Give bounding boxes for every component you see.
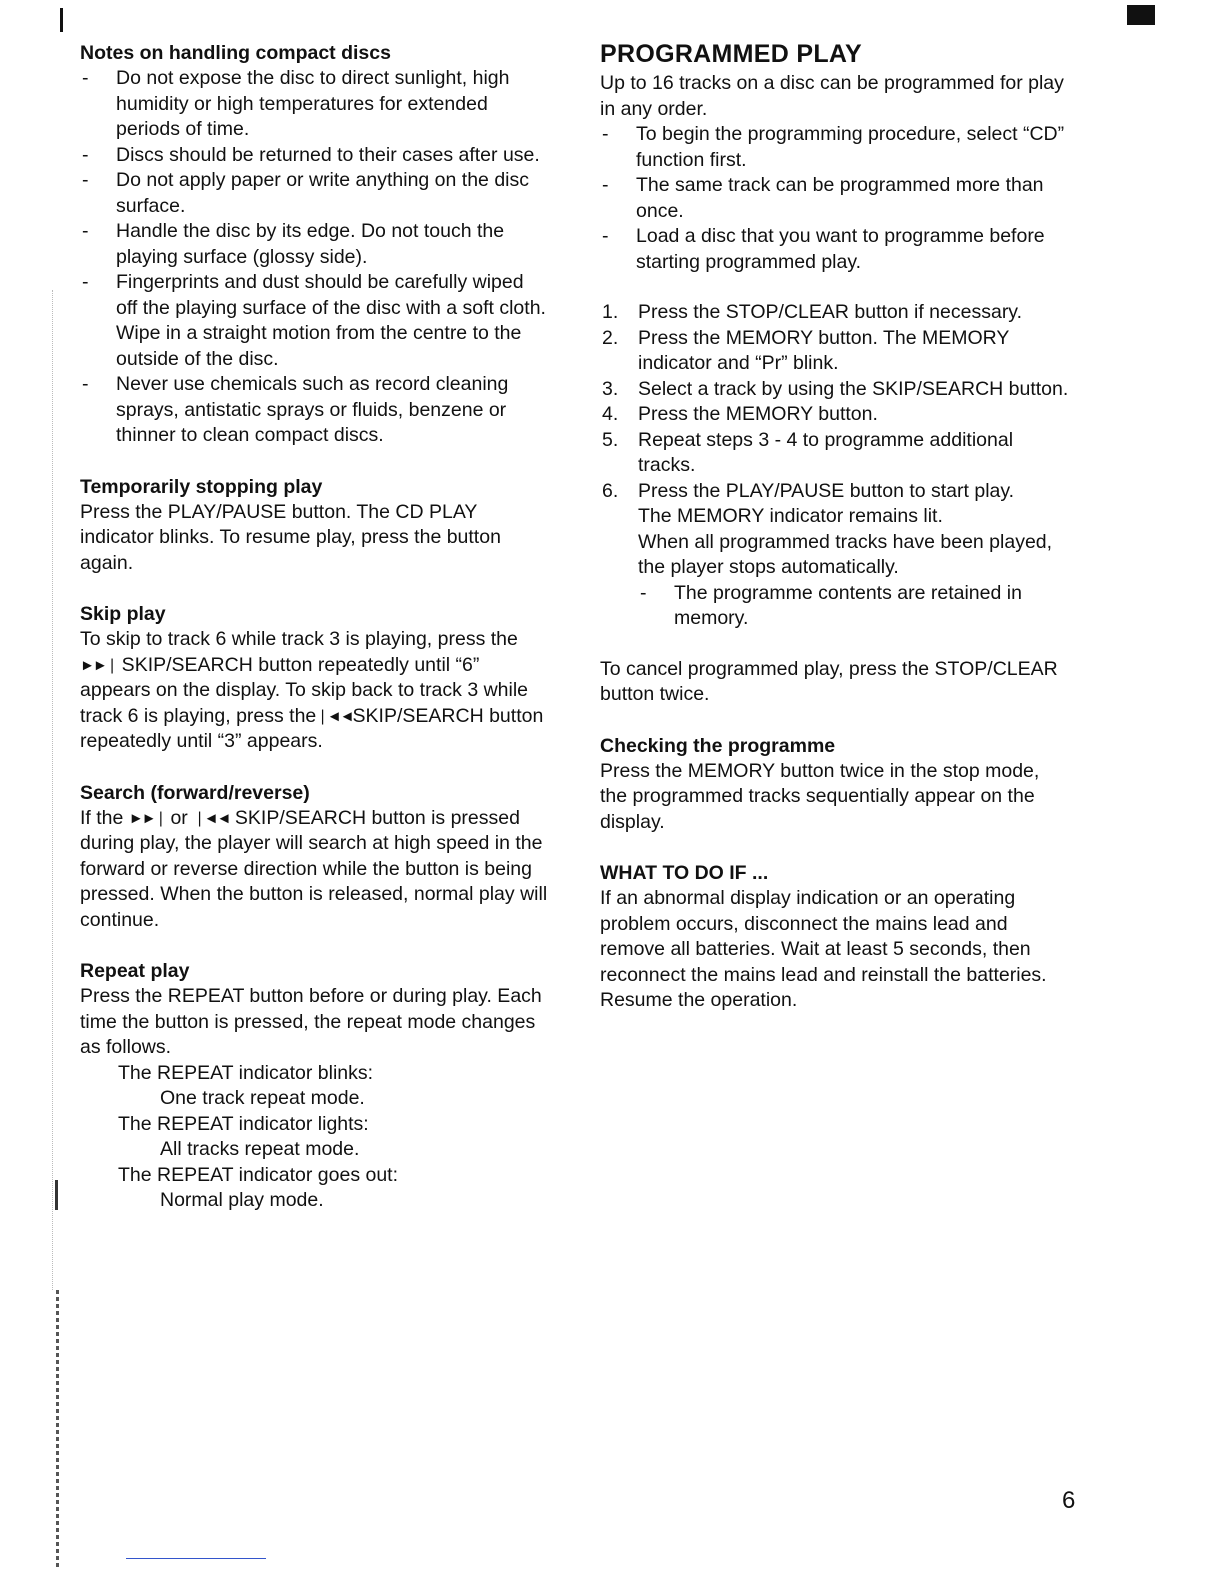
step-number: 6. <box>602 479 619 502</box>
dash-marker: - <box>602 123 609 145</box>
step-text: Press the PLAY/PAUSE button to start play. <box>638 479 1015 502</box>
list-item-text: Fingerprints and dust should be carefully wiped off the playing surface of the disc with a soft cloth. <box>116 271 546 319</box>
list-item-text: To begin the programming procedure, select “CD” function first. <box>636 123 1065 171</box>
spacer <box>80 755 550 780</box>
step-item <box>600 479 1070 632</box>
search-text-part: If the <box>80 806 129 829</box>
search-text <box>80 806 550 934</box>
list-item <box>80 143 550 169</box>
list-item <box>80 372 550 449</box>
programmed-heading: PROGRAMMED PLAY <box>600 40 862 68</box>
dash-marker: - <box>602 174 609 196</box>
repeat-section <box>80 958 550 1214</box>
programmed-intro: Up to 16 tracks on a disc can be programmed for play in any order. <box>600 72 1064 120</box>
list-item-text: The programme contents are retained in memory. <box>674 581 1022 629</box>
step-item <box>600 428 1070 479</box>
repeat-indicator: The REPEAT indicator goes out: <box>118 1163 399 1186</box>
list-item-text: Do not expose the disc to direct sunlight, high humidity or high temperatures for extended periods of time. <box>116 67 510 140</box>
dash-marker: - <box>82 143 89 166</box>
whatif-section <box>600 860 1070 1014</box>
spacer <box>600 708 1070 733</box>
step-item <box>600 326 1070 377</box>
checking-heading: Checking the programme <box>600 734 836 757</box>
dash-marker: - <box>82 169 89 191</box>
list-item <box>600 122 1070 173</box>
skip-forward-icon: ►►❘ <box>80 656 117 674</box>
temp-stop-heading: Temporarily stopping play <box>80 475 323 498</box>
step-text: Press the MEMORY button. The MEMORY indicator and “Pr” blink. <box>638 326 1010 374</box>
skip-text-part: SKIP/SEARCH button repeatedly until “6” appears on the display. To skip back to track 3 while track 6 is playing, press the <box>80 653 529 727</box>
dash-marker: - <box>82 67 89 89</box>
skip-text-part: SKIP/SEARCH button repeatedly until “3” appears. <box>80 704 544 752</box>
repeat-mode: All tracks repeat mode. <box>160 1138 360 1160</box>
list-item <box>80 66 550 143</box>
dash-marker: - <box>602 225 609 247</box>
registration-square <box>1127 5 1155 25</box>
margin-scan-dots <box>52 290 54 1290</box>
skip-section <box>80 601 550 755</box>
spacer <box>80 449 550 474</box>
dash-marker: - <box>82 373 89 395</box>
programmed-notes <box>600 122 1070 275</box>
search-section <box>80 780 550 934</box>
temp-stop-text: Press the PLAY/PAUSE button. The CD PLAY indicator blinks. To resume play, press the button again. <box>80 500 501 574</box>
list-item <box>600 173 1070 224</box>
notes-section <box>80 40 550 449</box>
step-number: 3. <box>602 377 619 400</box>
skip-back-icon: ❘◄◄ <box>193 809 230 827</box>
page-number: 6 <box>1062 1487 1076 1514</box>
step-text: Select a track by using the SKIP/SEARCH button. <box>638 377 1069 400</box>
list-item-text: Discs should be returned to their cases after use. <box>116 143 540 166</box>
repeat-heading: Repeat play <box>80 960 190 982</box>
programmed-section <box>600 40 1070 708</box>
step-text: Press the STOP/CLEAR button if necessary. <box>638 301 1023 323</box>
checking-section <box>600 733 1070 836</box>
list-item <box>80 219 550 270</box>
whatif-heading: WHAT TO DO IF ... <box>600 862 769 884</box>
step-text: Press the MEMORY button. <box>638 403 878 425</box>
dash-marker: - <box>640 581 647 604</box>
step-number: 1. <box>602 301 619 323</box>
step-extra: The MEMORY indicator remains lit. <box>638 505 943 527</box>
margin-scan-strip <box>56 1290 59 1570</box>
temp-stop-section <box>80 474 550 577</box>
skip-heading: Skip play <box>80 603 166 625</box>
cancel-text: To cancel programmed play, press the STOP/CLEAR button twice. <box>600 657 1058 705</box>
dash-marker: - <box>82 220 89 242</box>
step-sub-list <box>638 581 1070 632</box>
step-number: 2. <box>602 326 619 349</box>
registration-bar <box>60 8 63 32</box>
repeat-indicator: The REPEAT indicator blinks: <box>118 1061 374 1084</box>
list-item <box>600 224 1070 275</box>
list-item-text: Handle the disc by its edge. Do not touch the playing surface (glossy side). <box>116 220 505 268</box>
skip-forward-icon: ►►❘ <box>128 809 166 827</box>
repeat-indicator: The REPEAT indicator lights: <box>118 1112 369 1135</box>
checking-text: Press the MEMORY button twice in the stop mode, the programmed tracks sequentially appear on the display. <box>600 759 1040 833</box>
list-item-text: Do not apply paper or write anything on the disc surface. <box>116 169 529 217</box>
list-item <box>80 270 550 372</box>
right-column <box>600 40 1070 1014</box>
repeat-text: Press the REPEAT button before or during play. Each time the button is pressed, the repeat mode changes as follows. <box>80 985 542 1058</box>
notes-heading: Notes on handling compact discs <box>80 42 391 64</box>
list-item-text: Load a disc that you want to programme before starting programmed play. <box>636 225 1045 273</box>
footer-line <box>126 1558 266 1559</box>
list-item <box>638 581 1070 632</box>
list-item-extra: Wipe in a straight motion from the centre to the outside of the disc. <box>116 322 522 370</box>
skip-text-part: To skip to track 6 while track 3 is playing, press the <box>80 628 518 650</box>
search-text-part: SKIP/SEARCH button is pressed during play, the player will search at high speed in the forward or reverse direction while the button is being pressed. When the button is released, normal play will continue. <box>80 806 548 931</box>
step-item <box>600 300 1070 326</box>
spacer <box>600 835 1070 860</box>
step-extra: When all programmed tracks have been played, the player stops automatically. <box>638 530 1053 578</box>
spacer <box>600 275 1070 300</box>
step-text: Repeat steps 3 - 4 to programme additional tracks. <box>638 428 1014 476</box>
left-column <box>80 40 550 1214</box>
dash-marker: - <box>82 271 89 293</box>
repeat-mode: Normal play mode. <box>160 1189 324 1211</box>
step-number: 4. <box>602 403 619 425</box>
skip-text <box>80 627 550 755</box>
step-item <box>600 402 1070 428</box>
spacer <box>80 576 550 601</box>
spacer <box>600 632 1070 657</box>
spacer <box>80 933 550 958</box>
programmed-steps <box>600 300 1070 632</box>
skip-back-icon: ❘◄◄ <box>316 707 353 725</box>
list-item-text: The same track can be programmed more than once. <box>636 174 1044 222</box>
notes-list <box>80 66 550 449</box>
step-number: 5. <box>602 428 619 451</box>
search-text-part: or <box>165 806 194 829</box>
whatif-text: If an abnormal display indication or an operating problem occurs, disconnect the mains lead and remove all batteries. Wait at least 5 seconds, then reconnect the mains lead and reinstall the batteries. Resume the operation. <box>600 887 1047 1011</box>
step-item <box>600 377 1070 403</box>
list-item-text: Never use chemicals such as record cleaning sprays, antistatic sprays or fluids, benzene or thinner to clean compact discs. <box>116 373 509 446</box>
repeat-mode: One track repeat mode. <box>160 1087 365 1109</box>
list-item <box>80 168 550 219</box>
search-heading: Search (forward/reverse) <box>80 781 310 804</box>
margin-scan-mark <box>55 1180 58 1210</box>
